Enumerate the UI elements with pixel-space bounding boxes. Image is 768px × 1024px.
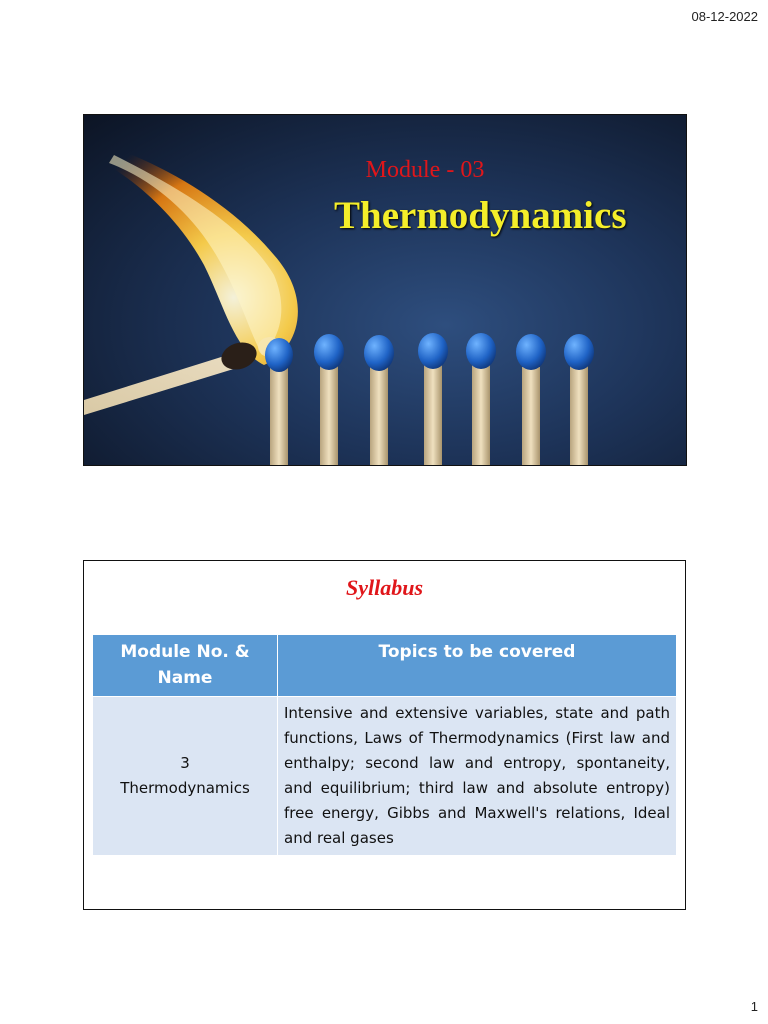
date-stamp: 08-12-2022 [691,9,758,24]
slide-title: Thermodynamics [334,194,627,237]
table-header-row [93,635,677,697]
topics-cell: Intensive and extensive variables, state and path functions, Laws of Thermodynamics (First law and enthalpy; second law and entropy, spontaneity, and equilibrium; third law and absolute entropy) free energy, Gibbs and Maxwell's relations, Ideal and real gases [278,697,677,856]
page-number: 1 [750,999,758,1014]
title-slide [83,114,687,466]
column-header-module: Module No. & Name [93,635,278,697]
module-number: 3 [180,754,190,772]
module-cell [93,697,278,856]
syllabus-slide [83,560,686,910]
syllabus-table [92,634,677,856]
syllabus-heading: Syllabus [345,575,424,600]
module-label: Module - 03 [365,157,485,183]
column-header-topics: Topics to be covered [278,635,677,697]
table-row [93,697,677,856]
module-name: Thermodynamics [120,779,250,797]
